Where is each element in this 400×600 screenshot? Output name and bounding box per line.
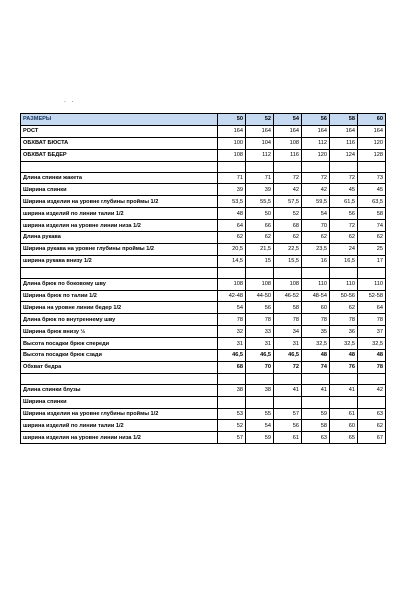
value-cell: 41 bbox=[274, 384, 302, 396]
size-header: 54 bbox=[274, 114, 302, 126]
row-label: ширина рукава внизу 1/2 bbox=[21, 255, 218, 267]
value-cell: 33 bbox=[246, 326, 274, 338]
size-header: 60 bbox=[358, 114, 386, 126]
table-row bbox=[21, 326, 386, 338]
value-cell: 72 bbox=[330, 220, 358, 232]
table-row bbox=[21, 137, 386, 149]
table-row bbox=[21, 149, 386, 161]
row-label: Ширина брюк внизу ½ bbox=[21, 326, 218, 338]
value-cell: 48 bbox=[302, 350, 330, 362]
table-row bbox=[21, 243, 386, 255]
value-cell: 164 bbox=[274, 125, 302, 137]
empty-cell bbox=[330, 161, 358, 172]
value-cell: 54 bbox=[302, 208, 330, 220]
value-cell: 78 bbox=[302, 314, 330, 326]
value-cell: 67 bbox=[358, 432, 386, 444]
row-label: ширина изделия на уровне линии низа 1/2 bbox=[21, 432, 218, 444]
value-cell: 72 bbox=[330, 172, 358, 184]
value-cell: 108 bbox=[274, 278, 302, 290]
value-cell: 46,5 bbox=[246, 350, 274, 362]
value-cell: 60 bbox=[330, 420, 358, 432]
row-label: Длина спинки жакета bbox=[21, 172, 218, 184]
empty-cell bbox=[246, 161, 274, 172]
value-cell: 46-52 bbox=[274, 290, 302, 302]
table-row bbox=[21, 432, 386, 444]
value-cell: 48 bbox=[330, 350, 358, 362]
value-cell: 34 bbox=[274, 326, 302, 338]
row-label: РОСТ bbox=[21, 125, 218, 137]
value-cell bbox=[302, 396, 330, 408]
value-cell: 32 bbox=[218, 326, 246, 338]
empty-cell bbox=[274, 161, 302, 172]
empty-cell bbox=[330, 373, 358, 384]
value-cell: 53 bbox=[218, 408, 246, 420]
value-cell: 32,5 bbox=[302, 338, 330, 350]
value-cell: 78 bbox=[358, 361, 386, 373]
value-cell: 62 bbox=[330, 302, 358, 314]
value-cell: 71 bbox=[246, 172, 274, 184]
value-cell: 120 bbox=[302, 149, 330, 161]
row-label: Ширина изделия на уровне глубины проймы 1/2 bbox=[21, 196, 218, 208]
value-cell: 110 bbox=[302, 278, 330, 290]
row-label: Обхват бедра bbox=[21, 361, 218, 373]
value-cell: 57,5 bbox=[274, 196, 302, 208]
table-header-row bbox=[21, 114, 386, 126]
value-cell: 74 bbox=[358, 220, 386, 232]
value-cell: 59 bbox=[302, 408, 330, 420]
size-header: 58 bbox=[330, 114, 358, 126]
table-row bbox=[21, 338, 386, 350]
value-cell: 70 bbox=[246, 361, 274, 373]
value-cell: 63,5 bbox=[358, 196, 386, 208]
value-cell: 108 bbox=[274, 137, 302, 149]
value-cell: 48 bbox=[218, 208, 246, 220]
table-row bbox=[21, 350, 386, 362]
value-cell: 38 bbox=[218, 384, 246, 396]
value-cell: 68 bbox=[218, 361, 246, 373]
value-cell: 14,5 bbox=[218, 255, 246, 267]
value-cell: 31 bbox=[274, 338, 302, 350]
value-cell: 112 bbox=[302, 137, 330, 149]
header-label: РАЗМЕРЫ bbox=[21, 114, 218, 126]
value-cell: 35 bbox=[302, 326, 330, 338]
row-label: Ширина изделия на уровне глубины проймы 1/2 bbox=[21, 408, 218, 420]
table-row bbox=[21, 184, 386, 196]
table-row bbox=[21, 420, 386, 432]
empty-cell bbox=[218, 373, 246, 384]
value-cell: 64 bbox=[358, 302, 386, 314]
value-cell: 110 bbox=[358, 278, 386, 290]
table-row bbox=[21, 196, 386, 208]
table-row bbox=[21, 408, 386, 420]
row-label: ОБХВАТ БЮСТА bbox=[21, 137, 218, 149]
value-cell: 108 bbox=[246, 278, 274, 290]
empty-cell bbox=[302, 267, 330, 278]
empty-cell bbox=[358, 373, 386, 384]
value-cell: 58 bbox=[358, 208, 386, 220]
value-cell: 68 bbox=[274, 220, 302, 232]
value-cell: 108 bbox=[218, 149, 246, 161]
value-cell bbox=[246, 396, 274, 408]
value-cell bbox=[358, 396, 386, 408]
value-cell: 46,5 bbox=[218, 350, 246, 362]
value-cell: 62 bbox=[330, 232, 358, 244]
value-cell: 164 bbox=[358, 125, 386, 137]
value-cell: 58 bbox=[274, 302, 302, 314]
value-cell: 164 bbox=[218, 125, 246, 137]
value-cell: 37 bbox=[358, 326, 386, 338]
value-cell: 104 bbox=[246, 137, 274, 149]
value-cell: 164 bbox=[246, 125, 274, 137]
value-cell: 16,5 bbox=[330, 255, 358, 267]
empty-cell bbox=[274, 373, 302, 384]
row-label: ширина изделий по линии талии 1/2 bbox=[21, 420, 218, 432]
value-cell: 62 bbox=[246, 232, 274, 244]
size-table bbox=[20, 113, 386, 444]
value-cell: 116 bbox=[274, 149, 302, 161]
value-cell bbox=[218, 396, 246, 408]
value-cell: 110 bbox=[330, 278, 358, 290]
table-row bbox=[21, 232, 386, 244]
value-cell: 62 bbox=[358, 420, 386, 432]
spacer-row bbox=[21, 373, 386, 384]
empty-cell bbox=[21, 267, 218, 278]
value-cell: 23,5 bbox=[302, 243, 330, 255]
value-cell: 48 bbox=[358, 350, 386, 362]
value-cell: 24 bbox=[330, 243, 358, 255]
value-cell: 56 bbox=[330, 208, 358, 220]
value-cell: 124 bbox=[330, 149, 358, 161]
value-cell: 20,5 bbox=[218, 243, 246, 255]
value-cell: 60 bbox=[302, 302, 330, 314]
empty-cell bbox=[274, 267, 302, 278]
row-label: Длина рукава bbox=[21, 232, 218, 244]
value-cell: 59 bbox=[246, 432, 274, 444]
value-cell: 61 bbox=[274, 432, 302, 444]
empty-cell bbox=[218, 161, 246, 172]
table-row bbox=[21, 172, 386, 184]
empty-cell bbox=[218, 267, 246, 278]
value-cell: 48-54 bbox=[302, 290, 330, 302]
value-cell: 41 bbox=[302, 384, 330, 396]
value-cell: 31 bbox=[218, 338, 246, 350]
table-row bbox=[21, 255, 386, 267]
value-cell: 120 bbox=[358, 137, 386, 149]
size-header: 52 bbox=[246, 114, 274, 126]
value-cell: 16 bbox=[302, 255, 330, 267]
value-cell: 17 bbox=[358, 255, 386, 267]
row-label: Длина спинки блузы bbox=[21, 384, 218, 396]
value-cell: 62 bbox=[302, 232, 330, 244]
empty-cell bbox=[330, 267, 358, 278]
value-cell: 72 bbox=[274, 172, 302, 184]
value-cell: 59,5 bbox=[302, 196, 330, 208]
value-cell: 72 bbox=[302, 172, 330, 184]
value-cell: 42 bbox=[274, 184, 302, 196]
size-header: 50 bbox=[218, 114, 246, 126]
value-cell: 45 bbox=[330, 184, 358, 196]
value-cell: 128 bbox=[358, 149, 386, 161]
value-cell: 50-56 bbox=[330, 290, 358, 302]
size-header: 56 bbox=[302, 114, 330, 126]
row-label: ширина изделий по линии талии 1/2 bbox=[21, 208, 218, 220]
empty-cell bbox=[246, 373, 274, 384]
value-cell: 63 bbox=[302, 432, 330, 444]
value-cell: 63 bbox=[358, 408, 386, 420]
value-cell: 39 bbox=[218, 184, 246, 196]
value-cell: 70 bbox=[302, 220, 330, 232]
row-label: Высота посадки брюк спереди bbox=[21, 338, 218, 350]
value-cell: 22,5 bbox=[274, 243, 302, 255]
empty-cell bbox=[358, 267, 386, 278]
value-cell: 41 bbox=[330, 384, 358, 396]
value-cell: 61,5 bbox=[330, 196, 358, 208]
value-cell: 32,5 bbox=[358, 338, 386, 350]
value-cell: 52 bbox=[218, 420, 246, 432]
table-row bbox=[21, 384, 386, 396]
value-cell: 56 bbox=[246, 302, 274, 314]
row-label: Ширина на уровне линии бедер 1/2 bbox=[21, 302, 218, 314]
value-cell: 57 bbox=[218, 432, 246, 444]
value-cell: 36 bbox=[330, 326, 358, 338]
table-row bbox=[21, 290, 386, 302]
value-cell: 42-48 bbox=[218, 290, 246, 302]
value-cell: 39 bbox=[246, 184, 274, 196]
value-cell: 50 bbox=[246, 208, 274, 220]
value-cell: 76 bbox=[330, 361, 358, 373]
row-label: ширина изделия на уровне линии низа 1/2 bbox=[21, 220, 218, 232]
value-cell: 55 bbox=[246, 408, 274, 420]
table-row bbox=[21, 396, 386, 408]
table-row bbox=[21, 208, 386, 220]
value-cell: 78 bbox=[218, 314, 246, 326]
top-mark: · · bbox=[64, 99, 76, 105]
value-cell: 73 bbox=[358, 172, 386, 184]
value-cell: 116 bbox=[330, 137, 358, 149]
empty-cell bbox=[21, 373, 218, 384]
value-cell: 15,5 bbox=[274, 255, 302, 267]
value-cell: 32,5 bbox=[330, 338, 358, 350]
value-cell: 74 bbox=[302, 361, 330, 373]
table-row bbox=[21, 125, 386, 137]
spacer-row bbox=[21, 267, 386, 278]
value-cell: 54 bbox=[246, 420, 274, 432]
table-row bbox=[21, 220, 386, 232]
value-cell: 66 bbox=[246, 220, 274, 232]
value-cell: 108 bbox=[218, 278, 246, 290]
row-label: Длина брюк по внутреннему шву bbox=[21, 314, 218, 326]
value-cell: 53,5 bbox=[218, 196, 246, 208]
value-cell: 164 bbox=[302, 125, 330, 137]
table-row bbox=[21, 278, 386, 290]
value-cell: 42 bbox=[358, 384, 386, 396]
empty-cell bbox=[21, 161, 218, 172]
value-cell: 54 bbox=[218, 302, 246, 314]
value-cell: 21,5 bbox=[246, 243, 274, 255]
value-cell: 42 bbox=[302, 184, 330, 196]
value-cell bbox=[274, 396, 302, 408]
value-cell: 62 bbox=[218, 232, 246, 244]
value-cell: 78 bbox=[358, 314, 386, 326]
row-label: Длина брюк по боковому шву bbox=[21, 278, 218, 290]
row-label: Высота посадки брюк сзади bbox=[21, 350, 218, 362]
table-row bbox=[21, 361, 386, 373]
value-cell: 38 bbox=[246, 384, 274, 396]
value-cell: 72 bbox=[274, 361, 302, 373]
empty-cell bbox=[302, 161, 330, 172]
row-label: Ширина рукава на уровне глубины проймы 1/2 bbox=[21, 243, 218, 255]
value-cell: 58 bbox=[302, 420, 330, 432]
value-cell: 62 bbox=[274, 232, 302, 244]
empty-cell bbox=[358, 161, 386, 172]
value-cell: 112 bbox=[246, 149, 274, 161]
spacer-row bbox=[21, 161, 386, 172]
value-cell: 15 bbox=[246, 255, 274, 267]
row-label: Ширина брюк по талии 1/2 bbox=[21, 290, 218, 302]
value-cell: 71 bbox=[218, 172, 246, 184]
value-cell: 62 bbox=[358, 232, 386, 244]
empty-cell bbox=[246, 267, 274, 278]
value-cell bbox=[330, 396, 358, 408]
value-cell: 100 bbox=[218, 137, 246, 149]
value-cell: 56 bbox=[274, 420, 302, 432]
value-cell: 57 bbox=[274, 408, 302, 420]
row-label: ОБХВАТ БЕДЕР bbox=[21, 149, 218, 161]
value-cell: 44-50 bbox=[246, 290, 274, 302]
value-cell: 65 bbox=[330, 432, 358, 444]
value-cell: 164 bbox=[330, 125, 358, 137]
value-cell: 55,5 bbox=[246, 196, 274, 208]
value-cell: 61 bbox=[330, 408, 358, 420]
value-cell: 25 bbox=[358, 243, 386, 255]
value-cell: 78 bbox=[330, 314, 358, 326]
value-cell: 31 bbox=[246, 338, 274, 350]
value-cell: 78 bbox=[246, 314, 274, 326]
value-cell: 52-58 bbox=[358, 290, 386, 302]
value-cell: 64 bbox=[218, 220, 246, 232]
row-label: Ширина спинки bbox=[21, 184, 218, 196]
table-row bbox=[21, 314, 386, 326]
table-row bbox=[21, 302, 386, 314]
value-cell: 46,5 bbox=[274, 350, 302, 362]
empty-cell bbox=[302, 373, 330, 384]
value-cell: 78 bbox=[274, 314, 302, 326]
row-label: Ширина спинки bbox=[21, 396, 218, 408]
value-cell: 45 bbox=[358, 184, 386, 196]
value-cell: 52 bbox=[274, 208, 302, 220]
